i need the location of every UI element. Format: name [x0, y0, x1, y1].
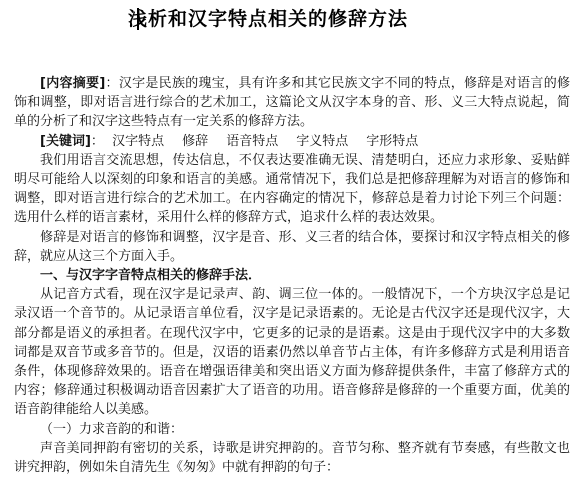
document-title: 浅析和汉字特点相关的修辞方法	[128, 8, 409, 30]
keyword-item: 字形特点	[366, 133, 419, 149]
abstract-label: [内容摘要]	[40, 76, 106, 91]
abstract-text: ：汉字是民族的瑰宝，具有许多和其它民族文字不同的特点，修辞是对语言的修饰和调整，即对语言进行综合的艺术加工，这篇论文从汉字本身的音、形、义三大特点说起，简单的分析了和汉字这些特点有一定关系的修辞方法。	[14, 76, 570, 130]
subsection-paragraph: 声音美同押韵有密切的关系，诗歌是讲究押韵的。音节匀称、整齐就有节奏感，有些散文也讲究押韵，例如朱自清先生《匆匆》中就有押韵的句子：	[14, 440, 570, 476]
body-paragraph: 修辞是对语言的修饰和调整，汉字是音、形、义三者的结合体，要探讨和汉字特点相关的修辞，就应从这三个方面入手。	[14, 229, 570, 264]
section-heading: 一、与汉字字音特点相关的修辞手法．	[40, 268, 262, 284]
keyword-item: 字义特点	[296, 133, 349, 149]
body-paragraph: 我们用语言交流思想，传达信息，不仅表达要准确无误、清楚明白，还应力求形象、妥贴鲜明尽可能给人以深刻的印象和语言的美感。通常情况下，我们总是把修辞理解为对语言的修饰和调整，即对语言进行综合的艺术加工。在内容确定的情况下，修辞总是着力讨论下列三个问题：选用什么样的语言素材，采用什么样的修辞方式，追求什么样的表达效果。	[14, 152, 570, 226]
keyword-item: 修辞	[182, 133, 209, 149]
section-paragraph: 从记音方式看，现在汉字是记录声、韵、调三位一体的。一般情况下，一个方块汉字总是记录汉语一个音节的。从记录语言单位看，汉字是记录语素的。无论是古代汉字还是现代汉字，大部分都是语义的承担者。在现代汉字中，它更多的记录的是语素。这是由于现代汉字中的大多数词都是双音节或多音节的。但是，汉语的语素仍然以单音节占主体，有许多修辞方式是利用语音条件，体现修辞效果的。语音在增强语律美和突出语义方面为修辞提供条件，丰富了修辞方式的内容；修辞通过积极调动语音因素扩大了语音的功用。语音修辞是修辞的一个重要方面，优美的语音韵律能给人以美感。	[14, 287, 570, 418]
abstract-paragraph	[14, 74, 570, 132]
keyword-item: 汉字特点	[112, 133, 165, 149]
keyword-item: 语音特点	[226, 133, 279, 149]
keywords-label: [关键词]	[40, 133, 91, 149]
keywords-paragraph: [关键词]： 汉字特点 修辞 语音特点 字义特点 字形特点	[40, 133, 419, 149]
document-body	[14, 74, 570, 477]
subsection-heading: （一）力求音韵的和谐：	[40, 421, 184, 437]
